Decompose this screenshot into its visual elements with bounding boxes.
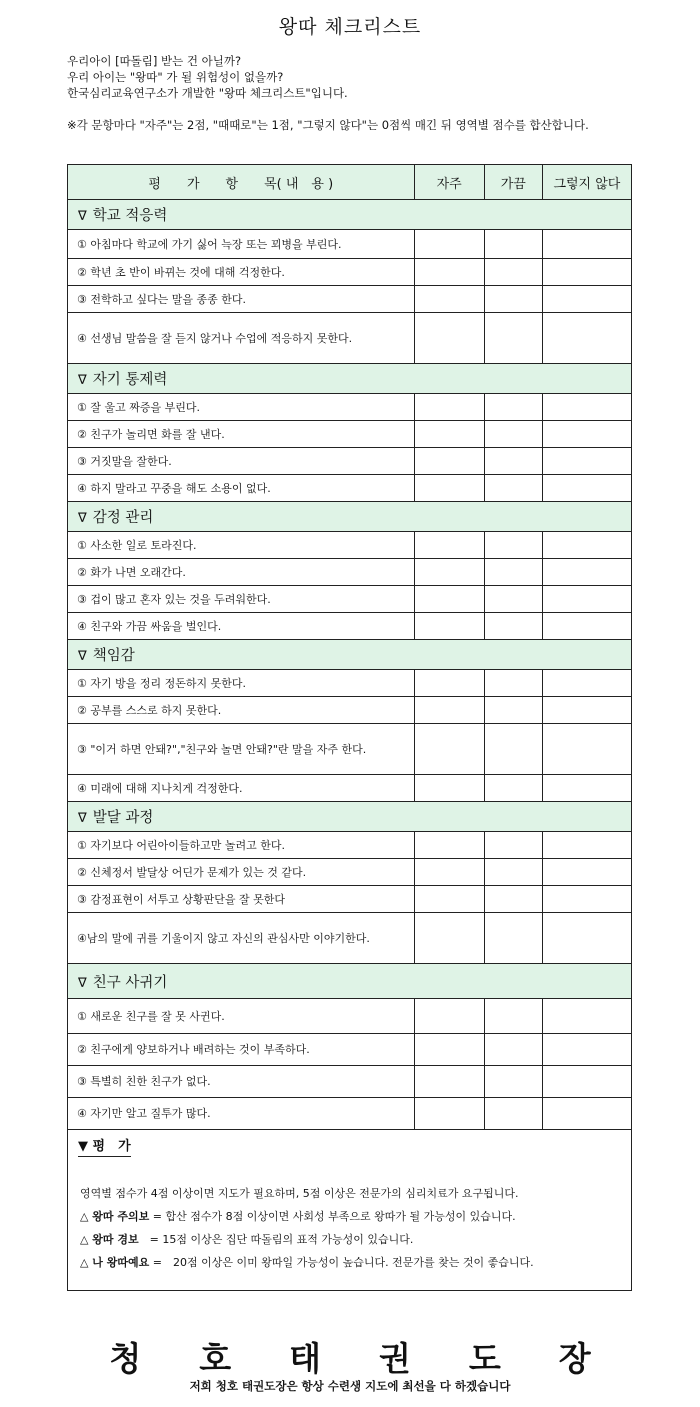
- evaluation-level: [80, 1205, 625, 1228]
- never-cell[interactable]: [542, 724, 631, 775]
- section-title: [68, 502, 632, 532]
- section-name: 학교 적응력: [92, 208, 168, 224]
- sometimes-cell[interactable]: [484, 697, 542, 724]
- section-row: [68, 364, 632, 394]
- table-row: [68, 1066, 632, 1098]
- header-often: 자주: [414, 165, 484, 200]
- item-text: ① 자기보다 어린아이들하고만 놀려고 한다.: [68, 832, 415, 859]
- often-cell[interactable]: [414, 775, 484, 802]
- never-cell[interactable]: [542, 859, 631, 886]
- section-title: [68, 964, 632, 999]
- item-text: ④ 미래에 대해 지나치게 걱정한다.: [68, 775, 415, 802]
- header-item: 평 가 항 목( 내 용 ): [68, 165, 415, 200]
- sometimes-cell[interactable]: [484, 999, 542, 1034]
- often-cell[interactable]: [414, 886, 484, 913]
- table-row: [68, 286, 632, 313]
- table-row: [68, 259, 632, 286]
- table-row: [68, 475, 632, 502]
- table-row: [68, 724, 632, 775]
- sometimes-cell[interactable]: [484, 259, 542, 286]
- sometimes-cell[interactable]: [484, 670, 542, 697]
- sometimes-cell[interactable]: [484, 775, 542, 802]
- table-row: [68, 586, 632, 613]
- often-cell[interactable]: [414, 259, 484, 286]
- often-cell[interactable]: [414, 313, 484, 364]
- sometimes-cell[interactable]: [484, 886, 542, 913]
- sometimes-cell[interactable]: [484, 475, 542, 502]
- item-text: ② 학년 초 반이 바뀌는 것에 대해 걱정한다.: [68, 259, 415, 286]
- table-row: [68, 532, 632, 559]
- sometimes-cell[interactable]: [484, 832, 542, 859]
- table-row: [68, 775, 632, 802]
- page-title: 왕따 체크리스트: [278, 16, 422, 38]
- intro-line: 우리아이 [따돌림] 받는 건 아닐까?: [67, 54, 242, 68]
- section-name: 친구 사귀기: [92, 974, 168, 991]
- often-cell[interactable]: [414, 670, 484, 697]
- often-cell[interactable]: [414, 999, 484, 1034]
- section-name: 책임감: [92, 648, 135, 664]
- sometimes-cell[interactable]: [484, 286, 542, 313]
- checklist-body: [68, 200, 632, 1130]
- often-cell[interactable]: [414, 532, 484, 559]
- item-text: ① 잘 울고 짜증을 부린다.: [68, 394, 415, 421]
- checklist-table: [67, 164, 632, 1130]
- often-cell[interactable]: [414, 832, 484, 859]
- scoring-note: ※각 문항마다 "자주"는 2점, "때때로"는 1점, "그렇지 않다"는 0점씩 매긴 뒤 영역별 점수를 합산합니다.: [67, 118, 589, 132]
- often-cell[interactable]: [414, 586, 484, 613]
- never-cell[interactable]: [542, 230, 631, 259]
- table-row: [68, 670, 632, 697]
- section-title: [68, 802, 632, 832]
- evaluation-body: [80, 1182, 625, 1274]
- often-cell[interactable]: [414, 421, 484, 448]
- section-title: [68, 200, 632, 230]
- sometimes-cell[interactable]: [484, 1034, 542, 1066]
- sometimes-cell[interactable]: [484, 586, 542, 613]
- never-cell[interactable]: [542, 259, 631, 286]
- item-text: ③ 겁이 많고 혼자 있는 것을 두려워한다.: [68, 586, 415, 613]
- never-cell[interactable]: [542, 670, 631, 697]
- table-row: [68, 1034, 632, 1066]
- never-cell[interactable]: [542, 559, 631, 586]
- sometimes-cell[interactable]: [484, 532, 542, 559]
- section-title: [68, 364, 632, 394]
- item-text: ③ 감정표현이 서투고 상황판단을 잘 못한다: [68, 886, 415, 913]
- table-row: [68, 999, 632, 1034]
- gym-slogan: 저희 청호 태권도장은 항상 수련생 지도에 최선을 다 하겠습니다: [189, 1379, 511, 1393]
- evaluation-level: [80, 1251, 625, 1274]
- sometimes-cell[interactable]: [484, 1066, 542, 1098]
- item-text: ③ "이거 하면 안돼?","친구와 놀면 안돼?"란 말을 자주 한다.: [68, 724, 415, 775]
- item-text: ④남의 말에 귀를 기울이지 않고 자신의 관심사만 이야기한다.: [68, 913, 415, 964]
- often-cell[interactable]: [414, 724, 484, 775]
- item-text: ④ 친구와 가끔 싸움을 벌인다.: [68, 613, 415, 640]
- never-cell[interactable]: [542, 775, 631, 802]
- item-text: ① 사소한 일로 토라진다.: [68, 532, 415, 559]
- section-title: [68, 640, 632, 670]
- table-row: [68, 230, 632, 259]
- sometimes-cell[interactable]: [484, 913, 542, 964]
- level-label: △ 나 왕따예요: [80, 1256, 150, 1269]
- section-row: [68, 640, 632, 670]
- sometimes-cell[interactable]: [484, 724, 542, 775]
- table-row: [68, 313, 632, 364]
- item-text: ② 친구에게 양보하거나 배려하는 것이 부족하다.: [68, 1034, 415, 1066]
- never-cell[interactable]: [542, 613, 631, 640]
- sometimes-cell[interactable]: [484, 448, 542, 475]
- item-text: ③ 거짓말을 잘한다.: [68, 448, 415, 475]
- item-text: ① 아침마다 학교에 가기 싫어 늑장 또는 꾀병을 부린다.: [68, 230, 415, 259]
- section-row: [68, 502, 632, 532]
- sometimes-cell[interactable]: [484, 613, 542, 640]
- never-cell[interactable]: [542, 999, 631, 1034]
- header-never: 그렇지 않다: [542, 165, 631, 200]
- never-cell[interactable]: [542, 886, 631, 913]
- level-label: △ 왕따 주의보: [80, 1210, 150, 1223]
- item-text: ① 자기 방을 정리 정돈하지 못한다.: [68, 670, 415, 697]
- level-text: = 15점 이상은 집단 따돌림의 표적 가능성이 있습니다.: [138, 1233, 414, 1246]
- often-cell[interactable]: [414, 1066, 484, 1098]
- table-row: [68, 448, 632, 475]
- triangle-down-icon: ∇: [78, 209, 87, 224]
- sometimes-cell[interactable]: [484, 859, 542, 886]
- header-sometimes: 가끔: [484, 165, 542, 200]
- item-text: ④ 하지 말라고 꾸중을 해도 소용이 없다.: [68, 475, 415, 502]
- level-text: = 합산 점수가 8점 이상이면 사회성 부족으로 왕따가 될 가능성이 있습니다.: [149, 1210, 516, 1223]
- table-row: [68, 421, 632, 448]
- evaluation-box: [67, 1112, 632, 1291]
- often-cell[interactable]: [414, 475, 484, 502]
- often-cell[interactable]: [414, 394, 484, 421]
- often-cell[interactable]: [414, 286, 484, 313]
- sometimes-cell[interactable]: [484, 421, 542, 448]
- often-cell[interactable]: [414, 448, 484, 475]
- evaluation-title: ▼ 평 가: [78, 1135, 131, 1157]
- never-cell[interactable]: [542, 1066, 631, 1098]
- triangle-down-icon: ∇: [78, 373, 87, 388]
- table-row: [68, 613, 632, 640]
- sometimes-cell[interactable]: [484, 230, 542, 259]
- table-row: [68, 832, 632, 859]
- item-text: ③ 전학하고 싶다는 말을 종종 한다.: [68, 286, 415, 313]
- item-text: ② 신체정서 발달상 어딘가 문제가 있는 것 같다.: [68, 859, 415, 886]
- never-cell[interactable]: [542, 475, 631, 502]
- item-text: ④ 자기만 알고 질투가 많다.: [68, 1098, 415, 1130]
- never-cell[interactable]: [542, 313, 631, 364]
- section-row: [68, 802, 632, 832]
- gym-name: 청호태권도장: [109, 1339, 649, 1378]
- never-cell[interactable]: [542, 832, 631, 859]
- item-text: ② 친구가 놀리면 화를 잘 낸다.: [68, 421, 415, 448]
- evaluation-intro: 영역별 점수가 4점 이상이면 지도가 필요하며, 5점 이상은 전문가의 심리치료가 요구됩니다.: [80, 1187, 519, 1200]
- sometimes-cell[interactable]: [484, 559, 542, 586]
- item-text: ② 공부를 스스로 하지 못한다.: [68, 697, 415, 724]
- evaluation-level: [80, 1228, 625, 1251]
- triangle-down-icon: ∇: [78, 811, 87, 826]
- never-cell[interactable]: [542, 394, 631, 421]
- often-cell[interactable]: [414, 559, 484, 586]
- item-text: ④ 선생님 말씀을 잘 듣지 않거나 수업에 적응하지 못한다.: [68, 313, 415, 364]
- often-cell[interactable]: [414, 613, 484, 640]
- table-row: [68, 394, 632, 421]
- never-cell[interactable]: [542, 913, 631, 964]
- triangle-down-icon: ∇: [78, 649, 87, 664]
- item-text: ① 새로운 친구를 잘 못 사귄다.: [68, 999, 415, 1034]
- level-text: = 20점 이상은 이미 왕따일 가능성이 높습니다. 전문가를 찾는 것이 좋습니다.: [149, 1256, 534, 1269]
- table-row: [68, 886, 632, 913]
- often-cell[interactable]: [414, 230, 484, 259]
- table-row: [68, 913, 632, 964]
- item-text: ② 화가 나면 오래간다.: [68, 559, 415, 586]
- level-label: △ 왕따 경보: [80, 1233, 139, 1246]
- never-cell[interactable]: [542, 286, 631, 313]
- item-text: ③ 특별히 친한 친구가 없다.: [68, 1066, 415, 1098]
- often-cell[interactable]: [414, 697, 484, 724]
- never-cell[interactable]: [542, 532, 631, 559]
- triangle-down-icon: ∇: [78, 975, 87, 991]
- sometimes-cell[interactable]: [484, 313, 542, 364]
- section-name: 감정 관리: [92, 510, 154, 526]
- table-header-row: [68, 165, 632, 200]
- section-row: [68, 200, 632, 230]
- sometimes-cell[interactable]: [484, 394, 542, 421]
- never-cell[interactable]: [542, 586, 631, 613]
- intro-line: 한국심리교육연구소가 개발한 "왕따 체크리스트"입니다.: [67, 86, 348, 100]
- intro-line: 우리 아이는 "왕따" 가 될 위험성이 없을까?: [67, 70, 284, 84]
- table-row: [68, 697, 632, 724]
- section-name: 발달 과정: [92, 810, 154, 826]
- triangle-down-icon: ∇: [78, 511, 87, 526]
- section-name: 자기 통제력: [92, 372, 168, 388]
- never-cell[interactable]: [542, 421, 631, 448]
- never-cell[interactable]: [542, 448, 631, 475]
- often-cell[interactable]: [414, 913, 484, 964]
- table-row: [68, 859, 632, 886]
- never-cell[interactable]: [542, 697, 631, 724]
- never-cell[interactable]: [542, 1034, 631, 1066]
- table-row: [68, 559, 632, 586]
- section-row: [68, 964, 632, 999]
- intro-text: [67, 53, 637, 101]
- often-cell[interactable]: [414, 1034, 484, 1066]
- often-cell[interactable]: [414, 859, 484, 886]
